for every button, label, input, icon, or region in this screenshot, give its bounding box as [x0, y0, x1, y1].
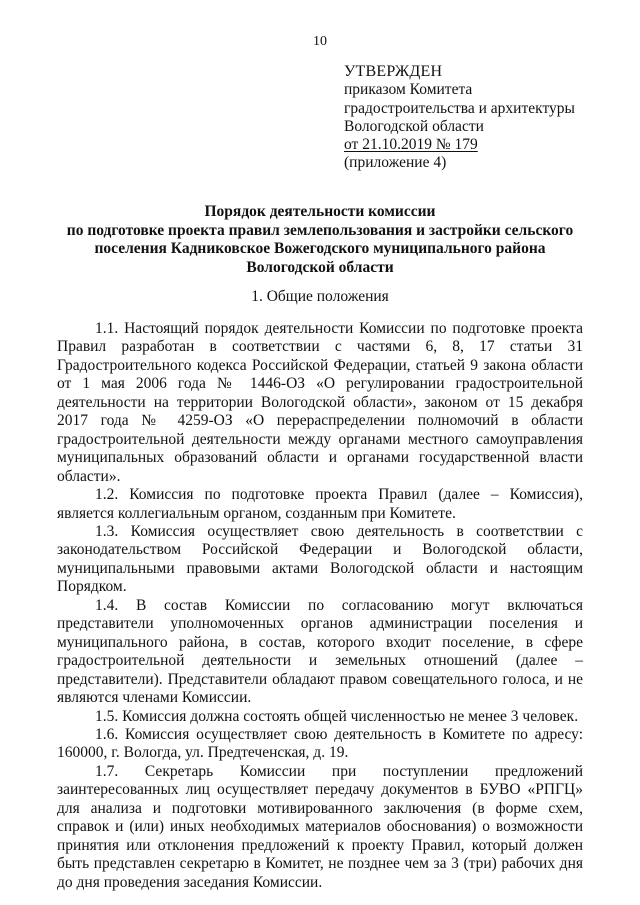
approval-date-number: от 21.10.2019 № 179: [344, 136, 478, 154]
paragraph-1-5: 1.5. Комиссия должна состоять общей численностью не менее 3 человек.: [95, 707, 579, 725]
paragraph-1-1: 1.1. Настоящий порядок деятельности Комиссии по подготовке проекта Правил разработан в соответствии с частями 6, 8, 17 статьи 31 Градостроительного кодекса Российской Федерации, статьей 9 закона области от 1 мая 2006 года № 1446-ОЗ «О регулировании градостроительной деятельности на территории Вологодской области», законом от 15 декабря 2017 года № 4259-ОЗ «О перераспределении полномочий в области градостроительной деятельности между органами местного самоуправления муниципальных образований области и органами государственной власти области».: [57, 320, 583, 485]
title-line-3: поселения Кадниковское Вожегодского муниципального района: [94, 240, 546, 257]
paragraph-1-7: 1.7. Секретарь Комиссии при поступлении предложений заинтересованных лиц осуществляет передачу документов в БУВО «РПГЦ» для анализа и подготовки мотивированного заключения (в форме схем, справок и (или) иных необходимых материалов обоснования) о возможности принятия или отклонения предложений к проекту Правил, который должен быть представлен секретарю в Комитет, не позднее чем за 3 (три) рабочих дня до дня проведения заседания Комиссии.: [57, 762, 583, 891]
approval-stamp: [344, 63, 575, 173]
title-line-1: Порядок деятельности комиссии: [204, 203, 436, 220]
paragraph-1-6: 1.6. Комиссия осуществляет свою деятельность в Комитете по адресу: 160000, г. Вологда, ул. Предтеченская, д. 19.: [57, 725, 583, 762]
approval-line-region: Вологодской области: [344, 117, 484, 135]
paragraph-1-2: 1.2. Комиссия по подготовке проекта Правил (далее – Комиссия), является коллегиальным органом, созданным при Комитете.: [57, 486, 583, 522]
approval-line-committee: градостроительства и архитектуры: [344, 99, 575, 117]
section-heading: 1. Общие положения: [251, 288, 389, 305]
title-line-2: по подготовке проекта правил землепользования и застройки сельского: [66, 221, 574, 239]
approval-line-order: приказом Комитета: [344, 81, 473, 99]
paragraph-1-4: 1.4. В состав Комиссии по согласованию могут включаться представители уполномоченных органов администрации поселения и муниципального района, в состав, которого входит поселение, в сфере градостроительной деятельности и земельных отношений (далее – представители). Представители обладают правом совещательного голоса, и не являются членами Комиссии.: [57, 596, 583, 707]
document-title: [40, 203, 600, 277]
document-body: [57, 320, 583, 892]
paragraph-1-3: 1.3. Комиссия осуществляет свою деятельность в соответствии с законодательством Российской Федерации и Вологодской области, муниципальными правовыми актами Вологодской области и настоящим Порядком.: [57, 522, 583, 596]
title-line-4: Вологодской области: [246, 258, 394, 276]
approval-appendix: (приложение 4): [344, 154, 447, 172]
page-number: 10: [313, 34, 327, 49]
approval-status: УТВЕРЖДЕН: [344, 63, 443, 80]
